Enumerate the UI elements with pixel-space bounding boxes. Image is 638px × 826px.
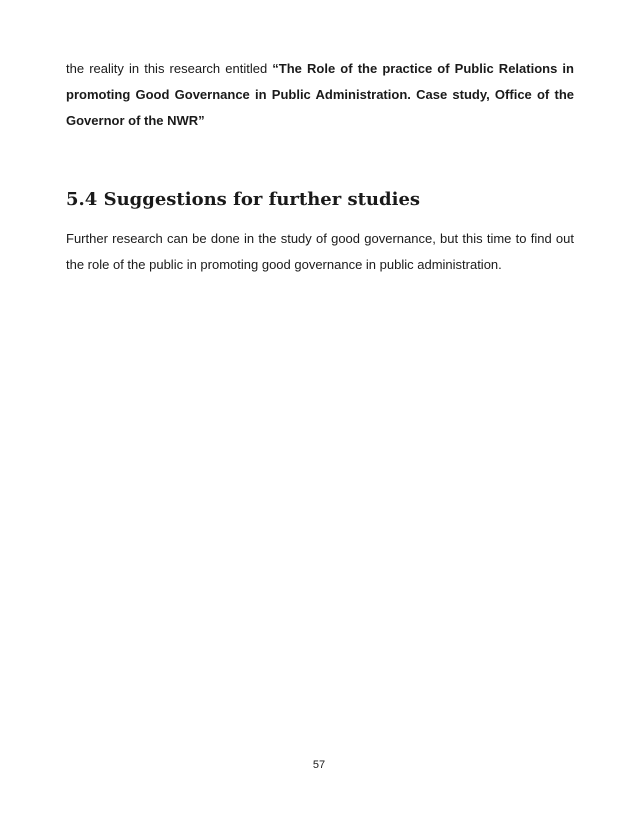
page-number: 57 bbox=[312, 759, 326, 771]
section-paragraph: Further research can be done in the study of good governance, but this time to find out the role of the public in promoting good governance in public administration. bbox=[66, 231, 574, 272]
intro-lead-text: the reality in this research entitled bbox=[66, 61, 273, 76]
section-heading: 5.4 Suggestions for further studies bbox=[66, 189, 421, 210]
research-title: “The Role of the practice of Public Relations in promoting Good Governance in Public Administration. Case study, Office of the Governor of the NWR” bbox=[66, 61, 574, 128]
intro-paragraph bbox=[66, 56, 574, 134]
